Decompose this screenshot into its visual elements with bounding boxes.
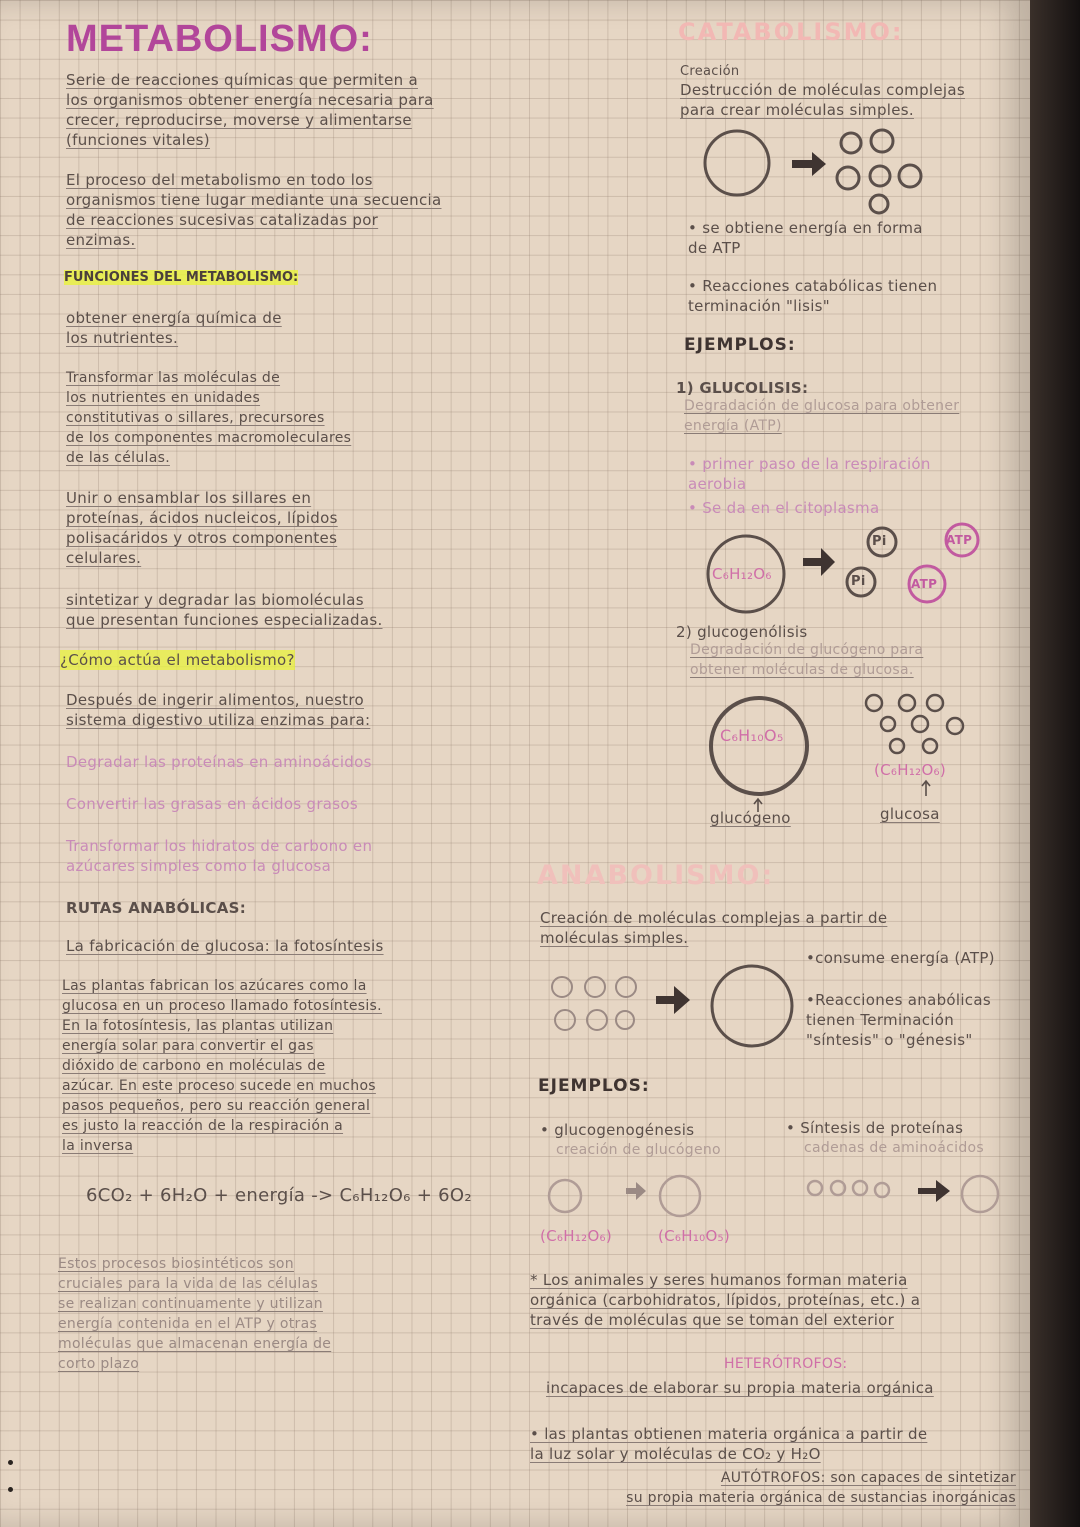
- arrow-up-icon: [922, 781, 930, 796]
- glucose-small-circle: [947, 718, 963, 734]
- protein-circle: [962, 1176, 998, 1212]
- atp-label: ATP: [946, 533, 973, 547]
- notebook-edge: [1030, 0, 1080, 1527]
- anabolismo-definition: Creación de moléculas complejas a partir de moléculas simples.: [540, 909, 888, 947]
- pi-label: Pi: [872, 534, 887, 549]
- complex-molecule-circle: [712, 966, 792, 1046]
- funcion-item: obtener energía química de los nutrientes.: [66, 309, 282, 347]
- simple-molecule-circle: [870, 195, 888, 213]
- glucolisis-title: 1) GLUCOLISIS:: [676, 379, 809, 397]
- simple-molecule-circle: [585, 977, 605, 997]
- procesos-text: Estos procesos biosintéticos son cruciales para la vida de las células se realizan continuamente y utilizan energía contenida en el ATP y otras moléculas que almacenan energía de corto plazo: [58, 1256, 332, 1372]
- simple-molecule-circle: [870, 166, 890, 186]
- complex-molecule-circle: [705, 131, 769, 195]
- anabolismo-bullet: •Reacciones anabólicas tienen Terminación "síntesis" o "génesis": [806, 991, 991, 1049]
- glucose-formula-label: (C₆H₁₂O₆): [874, 761, 947, 779]
- pi-label: Pi: [851, 574, 866, 589]
- glucose-small-circle: [899, 695, 915, 711]
- ej1-text: creación de glucógeno: [556, 1142, 721, 1158]
- binding-hole: [8, 1487, 13, 1492]
- autotrofos-text: AUTÓTROFOS: son capaces de sintetizar su propia materia orgánica de sustancias inorgánicas: [626, 1470, 1016, 1506]
- heterotrofos-title: HETERÓTROFOS:: [724, 1356, 848, 1372]
- formula-glucosa-ej: (C₆H₁₂O₆): [540, 1227, 613, 1245]
- arrow-icon: [792, 152, 826, 176]
- metabolismo-definition: Serie de reacciones químicas que permiten a los organismos obtener energía necesaria para crecer, reproducirse, moverse y alimentarse (funciones vitales): [66, 71, 434, 149]
- binding-hole: [8, 1460, 13, 1465]
- simple-molecule-circle: [899, 165, 921, 187]
- funcion-item: Transformar las moléculas de los nutrientes en unidades constitutivas o sillares, precursores de los componentes macromoleculares de las células.: [66, 370, 352, 466]
- glucose-small-circle: [890, 739, 904, 753]
- funciones-title: FUNCIONES DEL METABOLISMO:: [64, 270, 299, 285]
- como-item: Degradar las proteínas en aminoácidos: [66, 753, 372, 771]
- arrow-icon: [626, 1182, 646, 1200]
- creacion-label: Creación: [680, 64, 740, 79]
- como-title: ¿Cómo actúa el metabolismo?: [60, 651, 295, 669]
- aminoacid-circle: [875, 1183, 889, 1197]
- arrow-icon: [918, 1180, 950, 1202]
- anabolismo-bullet: •consume energía (ATP): [806, 949, 995, 967]
- catabolismo-ejemplos: EJEMPLOS:: [684, 335, 796, 355]
- funcion-item: sintetizar y degradar las biomoléculas que presentan funciones especializadas.: [66, 591, 383, 629]
- atp-label: ATP: [911, 577, 938, 591]
- glucolisis-bullet: • Se da en el citoplasma: [688, 499, 880, 517]
- plantas-text: • las plantas obtienen materia orgánica a partir de la luz solar y moléculas de CO₂ y H₂O: [530, 1425, 928, 1463]
- catabolismo-bullet: • Reacciones catabólicas tienen terminación "lisis": [688, 277, 938, 315]
- formula-glucogeno-ej: (C₆H₁₀O₅): [658, 1227, 731, 1245]
- metabolismo-process: El proceso del metabolismo en todo los organismos tiene lugar mediante una secuencia de reacciones sucesivas catalizadas por enzimas.: [66, 171, 442, 249]
- ej1-title: • glucogenogénesis: [540, 1121, 695, 1139]
- como-item: Transformar los hidratos de carbono en azúcares simples como la glucosa: [66, 837, 373, 875]
- glucogenolisis-text: Degradación de glucógeno para obtener moléculas de glucosa.: [690, 642, 924, 678]
- glucose-small-circle: [866, 695, 882, 711]
- simple-molecule-circle: [552, 977, 572, 997]
- simple-molecule-circle: [616, 1011, 634, 1029]
- simple-molecule-circle: [555, 1010, 575, 1030]
- title-anabolismo: ANABOLISMO:: [537, 860, 775, 891]
- photosynthesis-equation: 6CO₂ + 6H₂O + energía -> C₆H₁₂O₆ + 6O₂: [86, 1185, 472, 1206]
- como-text: Después de ingerir alimentos, nuestro sistema digestivo utiliza enzimas para:: [66, 691, 371, 729]
- glucose-small-circle: [923, 739, 937, 753]
- glucose-formula-label: C₆H₁₂O₆: [712, 565, 772, 583]
- glucogeno-label: glucógeno: [710, 809, 791, 827]
- simple-molecule-circle: [587, 1010, 607, 1030]
- aminoacid-circle: [853, 1181, 867, 1195]
- funcion-item: Unir o ensamblar los sillares en proteínas, ácidos nucleicos, lípidos polisacáridos y otros componentes celulares.: [66, 489, 338, 567]
- rutas-title: RUTAS ANABÓLICAS:: [66, 899, 247, 917]
- simple-molecule-circle: [837, 167, 859, 189]
- glucolisis-bullet: • primer paso de la respiración aerobia: [688, 455, 931, 493]
- glucosa-label: glucosa: [880, 805, 940, 823]
- title-catabolismo: CATABOLISMO:: [678, 18, 904, 46]
- glycogen-formula-label: C₆H₁₀O₅: [720, 726, 784, 745]
- glucose-circle: [549, 1180, 581, 1212]
- glucogenolisis-title: 2) glucogenólisis: [676, 623, 808, 641]
- glucose-small-circle: [912, 716, 928, 732]
- animales-text: * Los animales y seres humanos forman materia orgánica (carbohidratos, lípidos, proteínas, etc.) a través de moléculas que se toman del exterior: [530, 1271, 921, 1329]
- aminoacid-circle: [831, 1181, 845, 1195]
- fotosintesis-text: Las plantas fabrican los azúcares como la glucosa en un proceso llamado fotosíntesis. En la fotosíntesis, las plantas utilizan energía solar para convertir el gas dióxido de carbono en moléculas de azúcar. En este proceso sucede en muchos pasos pequeños, pero su reacción general es justo la reacción de la respiración a la inversa: [62, 978, 382, 1154]
- arrow-icon: [803, 548, 835, 576]
- rutas-subtitle: La fabricación de glucosa: la fotosíntesis: [66, 937, 384, 955]
- catabolismo-definition: Destrucción de moléculas complejas para crear moléculas simples.: [680, 81, 965, 119]
- aminoacid-circle: [808, 1181, 822, 1195]
- glycogen-circle: [711, 698, 807, 794]
- ej2-title: • Síntesis de proteínas: [786, 1119, 964, 1137]
- arrow-icon: [656, 986, 690, 1014]
- como-item: Convertir las grasas en ácidos grasos: [66, 795, 359, 813]
- anabolismo-ejemplos: EJEMPLOS:: [538, 1076, 650, 1096]
- binding-holes: [8, 1460, 13, 1514]
- glucose-small-circle: [927, 695, 943, 711]
- title-metabolismo: METABOLISMO:: [66, 18, 373, 60]
- simple-molecule-circle: [871, 130, 893, 152]
- simple-molecule-circle: [616, 977, 636, 997]
- glycogen-circle: [660, 1176, 700, 1216]
- ej2-text: cadenas de aminoácidos: [804, 1140, 984, 1156]
- simple-molecule-circle: [841, 133, 861, 153]
- heterotrofos-text: incapaces de elaborar su propia materia orgánica: [546, 1379, 934, 1397]
- catabolismo-bullet: • se obtiene energía en forma de ATP: [688, 219, 923, 257]
- glucolisis-text: Degradación de glucosa para obtener energía (ATP): [684, 398, 960, 434]
- glucose-small-circle: [881, 717, 895, 731]
